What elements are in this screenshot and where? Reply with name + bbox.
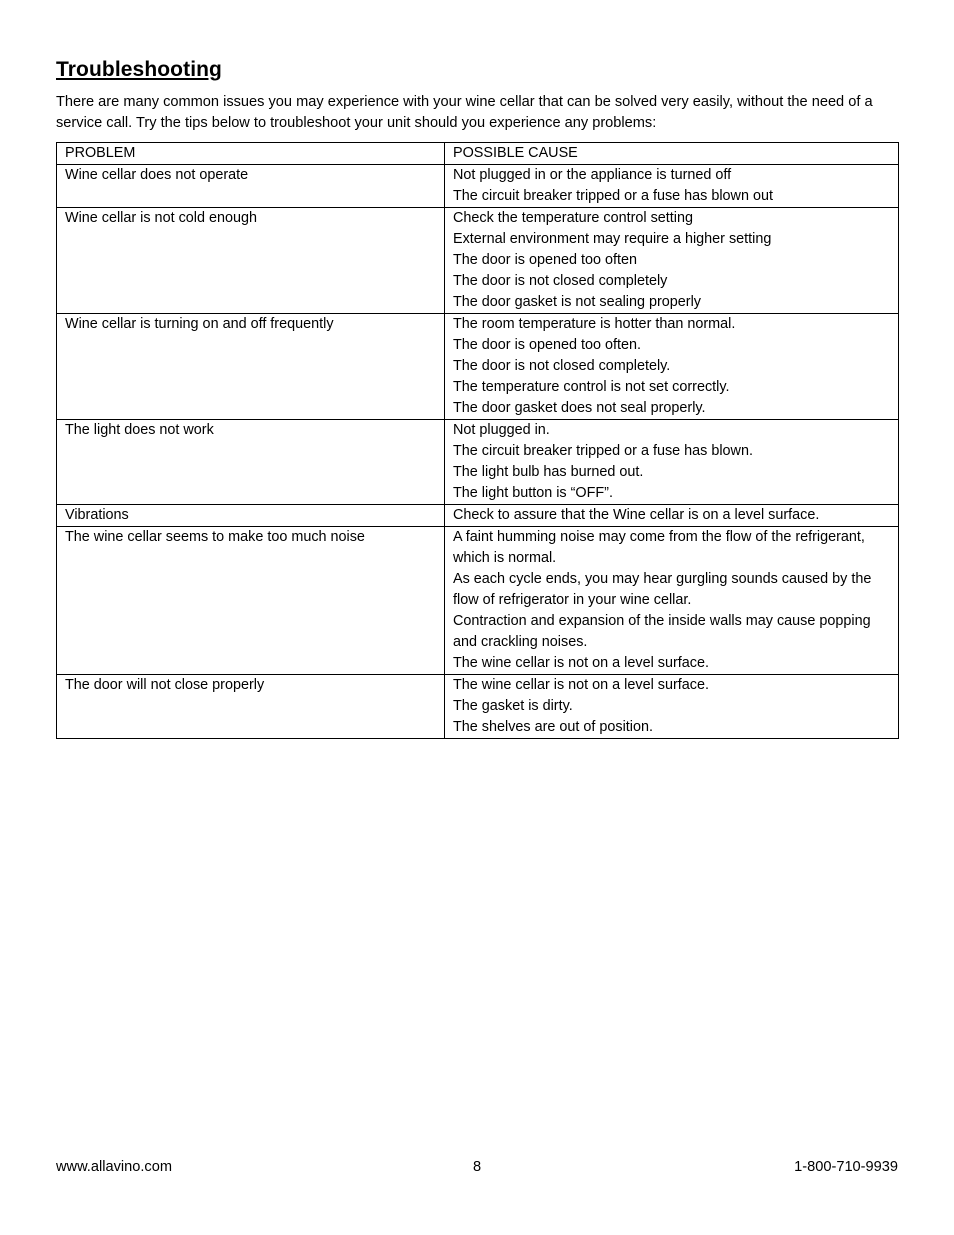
cause-cell [445, 314, 899, 420]
cause-item: The circuit breaker tripped or a fuse has blown out [453, 188, 773, 204]
cause-item: Check to assure that the Wine cellar is on a level surface. [453, 507, 820, 523]
cause-item: The room temperature is hotter than normal. [453, 316, 736, 332]
cause-item: Check the temperature control setting [453, 210, 693, 226]
problem-cell: Wine cellar is turning on and off frequently [57, 314, 445, 420]
cause-item: The light button is “OFF”. [453, 485, 613, 501]
cause-cell [445, 527, 899, 675]
table-row [57, 420, 899, 505]
cause-item: Not plugged in or the appliance is turned off [453, 167, 732, 183]
table-row [57, 527, 899, 675]
cause-item: As each cycle ends, you may hear gurgling sounds caused by the flow of refrigerator in your wine cellar. [453, 571, 872, 608]
cause-item: The temperature control is not set correctly. [453, 379, 730, 395]
cause-item: Contraction and expansion of the inside walls may cause popping and crackling noises. [453, 613, 871, 650]
table-row [57, 208, 899, 314]
cause-item: The door is not closed completely. [453, 358, 671, 374]
cause-item: The door gasket is not sealing properly [453, 294, 701, 310]
intro-paragraph: There are many common issues you may experience with your wine cellar that can be solved very easily, without the need of a service call. Try the tips below to troubleshoot your unit should you experience any problems: [56, 94, 873, 131]
table-body [57, 165, 899, 739]
cause-item: The wine cellar is not on a level surface. [453, 655, 709, 671]
cause-item: The door is not closed completely [453, 273, 668, 289]
table-header-row [57, 143, 899, 165]
table-row [57, 505, 899, 527]
table-row [57, 675, 899, 739]
footer-website: www.allavino.com [56, 1159, 172, 1175]
table-row [57, 165, 899, 208]
cause-item: A faint humming noise may come from the flow of the refrigerant, which is normal. [453, 529, 865, 566]
header-possible-cause: POSSIBLE CAUSE [445, 143, 899, 165]
problem-cell: The wine cellar seems to make too much noise [57, 527, 445, 675]
cause-item: The wine cellar is not on a level surface. [453, 677, 709, 693]
cause-cell [445, 165, 899, 208]
cause-cell [445, 675, 899, 739]
problem-cell: The door will not close properly [57, 675, 445, 739]
cause-item: Not plugged in. [453, 422, 550, 438]
cause-item: The door gasket does not seal properly. [453, 400, 706, 416]
troubleshooting-table [56, 142, 899, 739]
cause-item: The door is opened too often [453, 252, 638, 268]
table-row [57, 314, 899, 420]
cause-cell [445, 208, 899, 314]
footer-phone: 1-800-710-9939 [794, 1159, 898, 1175]
cause-cell [445, 505, 899, 527]
problem-cell: The light does not work [57, 420, 445, 505]
problem-cell: Vibrations [57, 505, 445, 527]
page-title: Troubleshooting [56, 58, 222, 81]
header-problem: PROBLEM [57, 143, 445, 165]
cause-item: The circuit breaker tripped or a fuse has blown. [453, 443, 753, 459]
problem-cell: Wine cellar does not operate [57, 165, 445, 208]
cause-item: The shelves are out of position. [453, 719, 653, 735]
cause-item: The door is opened too often. [453, 337, 642, 353]
problem-cell: Wine cellar is not cold enough [57, 208, 445, 314]
cause-cell [445, 420, 899, 505]
cause-item: The light bulb has burned out. [453, 464, 644, 480]
footer-page-number: 8 [472, 1159, 482, 1175]
cause-item: The gasket is dirty. [453, 698, 573, 714]
cause-item: External environment may require a higher setting [453, 231, 772, 247]
